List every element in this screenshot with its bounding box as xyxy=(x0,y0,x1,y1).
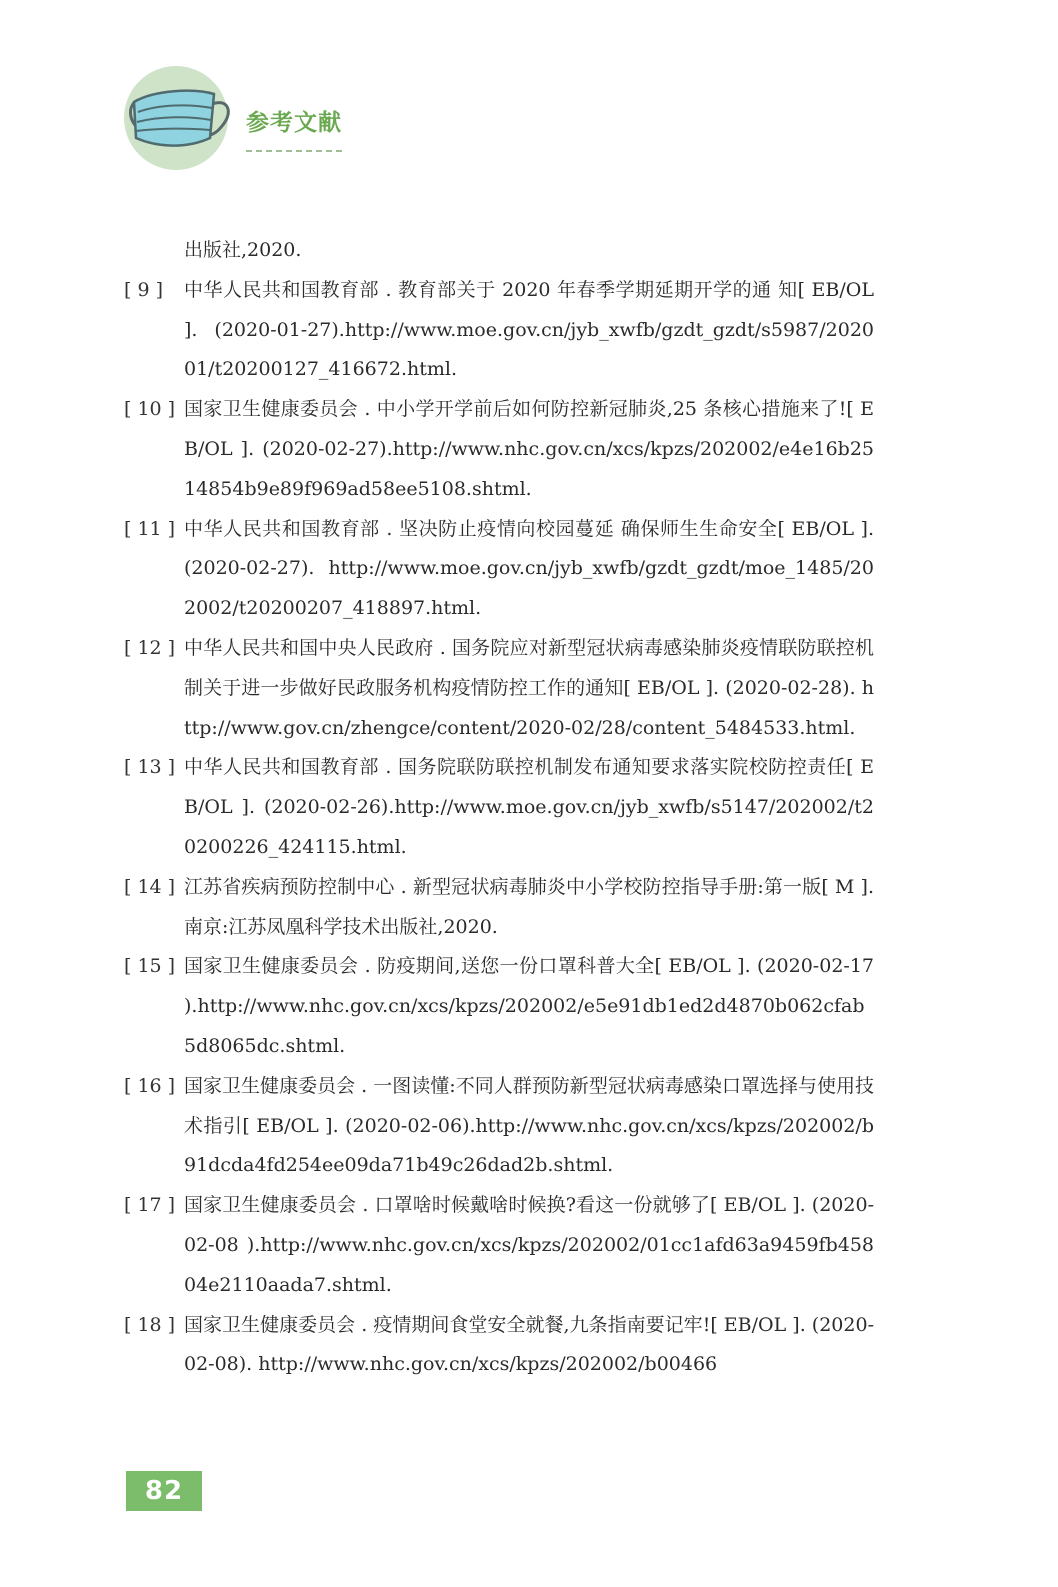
reference-entry xyxy=(124,271,874,390)
reference-entry xyxy=(124,390,874,509)
reference-entry xyxy=(124,1306,874,1386)
reference-text: 江苏省疾病预防控制中心 . 新型冠状病毒肺炎中小学校防控指导手册:第一版[ M ]. 南京:江苏凤凰科学技术出版社,2020. xyxy=(184,875,874,938)
reference-text: 出版社,2020. xyxy=(184,239,302,261)
reference-text: 国家卫生健康委员会 . 防疫期间,送您一份口罩科普大全[ EB/OL ]. (2020-02-17 ).http://www.nhc.gov.cn/xcs/kpzs/202002/e5e91db1ed2d4870b062cfab5d8065dc.shtml. xyxy=(184,955,874,1057)
reference-entry xyxy=(124,510,874,629)
reference-entry xyxy=(124,629,874,748)
reference-text: 中华人民共和国教育部 . 国务院联防联控机制发布通知要求落实院校防控责任[ EB/OL ]. (2020-02-26).http://www.moe.gov.cn/jyb_xwfb/s5147/202002/t20200226_424115.html. xyxy=(184,756,874,858)
face-mask-icon xyxy=(124,80,236,160)
reference-entry xyxy=(124,748,874,867)
reference-entry xyxy=(124,1067,874,1186)
title-underline xyxy=(246,150,342,152)
reference-number: [ 10 ] xyxy=(124,398,176,421)
reference-number: [ 11 ] xyxy=(124,517,176,540)
reference-entry xyxy=(124,231,874,271)
reference-entry xyxy=(124,947,874,1066)
reference-text: 中华人民共和国中央人民政府 . 国务院应对新型冠状病毒感染肺炎疫情联防联控机制关于进一步做好民政服务机构疫情防控工作的通知[ EB/OL ]. (2020-02-28). http://www.gov.cn/zhengce/content/2020-02/28/content_5484533.html. xyxy=(184,636,874,739)
reference-entry xyxy=(124,868,874,948)
reference-text: 国家卫生健康委员会 . 中小学开学前后如何防控新冠肺炎,25 条核心措施来了![ EB/OL ]. (2020-02-27).http://www.nhc.gov.cn/xcs/kpzs/202002/e4e16b2514854b9e89f969ad58ee5108.shtml. xyxy=(184,398,874,500)
reference-text: 国家卫生健康委员会 . 一图读懂:不同人群预防新型冠状病毒感染口罩选择与使用技术指引[ EB/OL ]. (2020-02-06).http://www.nhc.gov.cn/xcs/kpzs/202002/b91dcda4fd254ee09da71b49c26dad2b.shtml. xyxy=(184,1074,874,1177)
reference-list xyxy=(124,231,874,1385)
reference-text: 国家卫生健康委员会 . 口罩啥时候戴啥时候换?看这一份就够了[ EB/OL ]. (2020-02-08 ).http://www.nhc.gov.cn/xcs/kpzs/202002/01cc1afd63a9459fb45804e2110aada7.shtml. xyxy=(184,1194,874,1296)
chapter-header xyxy=(124,66,384,176)
reference-number: [ 9 ] xyxy=(124,278,163,301)
reference-text: 国家卫生健康委员会 . 疫情期间食堂安全就餐,九条指南要记牢![ EB/OL ]. (2020-02-08). http://www.nhc.gov.cn/xcs/kpzs/202002/b00466 xyxy=(184,1313,874,1376)
section-title: 参考文献 xyxy=(246,110,342,136)
reference-text: 中华人民共和国教育部 . 坚决防止疫情向校园蔓延 确保师生生命安全[ EB/OL ]. (2020-02-27). http://www.moe.gov.cn/jyb_xwfb/gzdt_gzdt/moe_1485/202002/t20200207_418897.html. xyxy=(184,517,874,620)
reference-text: 中华人民共和国教育部 . 教育部关于 2020 年春季学期延期开学的通 知[ EB/OL ]. (2020-01-27).http://www.moe.gov.cn/jyb_xwfb/gzdt_gzdt/s5987/202001/t20200127_416672.html. xyxy=(184,278,874,381)
reference-number: [ 14 ] xyxy=(124,875,176,898)
reference-number: [ 13 ] xyxy=(124,756,176,779)
reference-number: [ 15 ] xyxy=(124,955,176,978)
reference-number: [ 17 ] xyxy=(124,1194,176,1217)
reference-number: [ 16 ] xyxy=(124,1074,176,1097)
reference-entry xyxy=(124,1186,874,1305)
page-number-badge: 82 xyxy=(126,1471,202,1511)
reference-number: [ 12 ] xyxy=(124,636,176,659)
reference-number: [ 18 ] xyxy=(124,1313,176,1336)
